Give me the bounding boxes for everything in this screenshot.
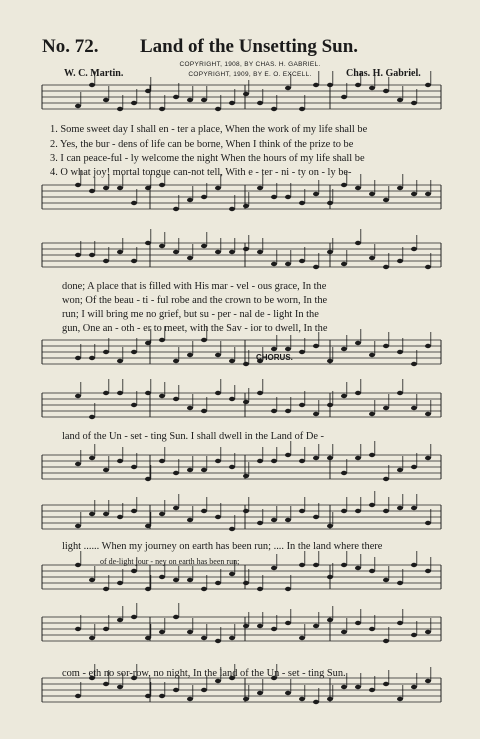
note-head (383, 89, 389, 93)
note-head (117, 459, 123, 463)
note-head (103, 468, 109, 472)
note-head (397, 98, 403, 102)
note-head (257, 250, 263, 254)
note-head (327, 83, 333, 87)
note-head (173, 578, 179, 582)
note-head (75, 183, 81, 187)
note-head (313, 412, 319, 416)
note-head (411, 247, 417, 251)
note-head (117, 186, 123, 190)
copyright-line-1: COPYRIGHT, 1908, BY CHAS. H. GABRIEL. (179, 61, 321, 68)
note-head (327, 403, 333, 407)
note-head (215, 186, 221, 190)
note-head (201, 195, 207, 199)
hymn-number: No. 72. (42, 36, 99, 57)
note-head (75, 462, 81, 466)
note-head (187, 256, 193, 260)
note-head (285, 621, 291, 625)
note-head (411, 192, 417, 196)
note-head (187, 406, 193, 410)
note-head (425, 456, 431, 460)
note-head (369, 412, 375, 416)
note-head (75, 394, 81, 398)
note-head (355, 509, 361, 513)
note-head (145, 391, 151, 395)
note-head (187, 198, 193, 202)
note-head (411, 465, 417, 469)
note-head (243, 247, 249, 251)
note-head (103, 391, 109, 395)
note-head (327, 524, 333, 528)
note-head (159, 630, 165, 634)
note-head (117, 391, 123, 395)
note-head (369, 688, 375, 692)
note-head (145, 694, 151, 698)
note-head (173, 207, 179, 211)
note-head (201, 587, 207, 591)
note-head (159, 575, 165, 579)
note-head (215, 639, 221, 643)
note-head (341, 394, 347, 398)
note-head (145, 241, 151, 245)
note-head (229, 101, 235, 105)
note-head (187, 578, 193, 582)
note-head (257, 691, 263, 695)
note-head (369, 86, 375, 90)
chorus-label: CHORUS. (256, 353, 293, 362)
note-head (159, 459, 165, 463)
note-head (75, 104, 81, 108)
note-head (383, 265, 389, 269)
note-head (411, 685, 417, 689)
note-head (187, 353, 193, 357)
note-head (89, 415, 95, 419)
note-head (117, 515, 123, 519)
note-head (341, 183, 347, 187)
note-head (103, 98, 109, 102)
note-head (383, 198, 389, 202)
note-head (411, 633, 417, 637)
note-head (159, 694, 165, 698)
note-head (243, 362, 249, 366)
note-head (341, 563, 347, 567)
note-head (243, 204, 249, 208)
note-head (341, 630, 347, 634)
note-head (257, 624, 263, 628)
note-head (159, 512, 165, 516)
note-head (243, 581, 249, 585)
note-head (131, 259, 137, 263)
note-head (229, 636, 235, 640)
note-head (341, 347, 347, 351)
note-head (145, 524, 151, 528)
note-head (285, 691, 291, 695)
system-4-alto-words: of de-light jour - ney on earth has been run; (100, 557, 240, 566)
note-head (131, 403, 137, 407)
note-head (397, 391, 403, 395)
note-head (145, 89, 151, 93)
note-head (285, 86, 291, 90)
note-head (355, 391, 361, 395)
note-head (411, 406, 417, 410)
note-head (201, 688, 207, 692)
note-head (285, 347, 291, 351)
note-head (271, 262, 277, 266)
note-head (425, 192, 431, 196)
note-head (89, 356, 95, 360)
note-head (257, 391, 263, 395)
note-head (313, 563, 319, 567)
note-head (89, 456, 95, 460)
note-head (201, 338, 207, 342)
note-head (187, 468, 193, 472)
note-head (201, 509, 207, 513)
note-head (117, 107, 123, 111)
note-head (271, 409, 277, 413)
note-head (313, 265, 319, 269)
note-head (327, 575, 333, 579)
note-head (89, 636, 95, 640)
note-head (173, 95, 179, 99)
note-head (215, 353, 221, 357)
note-head (173, 615, 179, 619)
verse-4-line-1: 4. O what joy! mortal tongue can-not tell, With e - ter - ni - ty on - ly be- (50, 167, 352, 178)
note-head (397, 259, 403, 263)
note-head (383, 344, 389, 348)
note-head (355, 685, 361, 689)
note-head (215, 459, 221, 463)
note-head (229, 207, 235, 211)
note-head (173, 250, 179, 254)
note-head (201, 244, 207, 248)
note-head (131, 201, 137, 205)
note-head (285, 195, 291, 199)
note-head (383, 477, 389, 481)
note-head (229, 465, 235, 469)
note-head (411, 563, 417, 567)
note-head (243, 92, 249, 96)
lyricist: W. C. Martin. (64, 68, 124, 79)
note-head (299, 509, 305, 513)
system-4-lyric: light ...... When my journey on earth has been run; .... In the land where there (62, 541, 383, 552)
note-head (285, 262, 291, 266)
note-head (173, 397, 179, 401)
note-head (187, 697, 193, 701)
note-head (75, 356, 81, 360)
note-head (411, 101, 417, 105)
note-head (159, 244, 165, 248)
note-head (299, 459, 305, 463)
note-head (257, 521, 263, 525)
note-head (173, 688, 179, 692)
note-head (271, 518, 277, 522)
note-head (383, 509, 389, 513)
note-head (299, 107, 305, 111)
note-head (369, 569, 375, 573)
note-head (271, 566, 277, 570)
note-head (425, 344, 431, 348)
note-head (383, 682, 389, 686)
note-head (75, 694, 81, 698)
note-head (411, 506, 417, 510)
note-head (397, 621, 403, 625)
verse-1-line-2: done; A place that is filled with His mar - vel - ous grace, In the (62, 281, 327, 292)
note-head (369, 503, 375, 507)
note-head (117, 618, 123, 622)
note-head (257, 587, 263, 591)
note-head (383, 578, 389, 582)
note-head (355, 186, 361, 190)
note-head (425, 569, 431, 573)
note-head (173, 506, 179, 510)
note-head (397, 186, 403, 190)
note-head (117, 250, 123, 254)
verse-3-line-1: 3. I can peace-ful - ly welcome the night When the hours of my life shall be (50, 153, 365, 164)
note-head (243, 697, 249, 701)
note-head (341, 509, 347, 513)
note-head (201, 468, 207, 472)
note-head (173, 471, 179, 475)
note-head (229, 572, 235, 576)
note-head (285, 409, 291, 413)
note-head (229, 527, 235, 531)
verse-2-line-2: won; Of the beau - ti - ful robe and the crown to be worn, In the (62, 295, 328, 306)
note-head (341, 262, 347, 266)
note-head (299, 403, 305, 407)
note-head (257, 101, 263, 105)
note-head (355, 341, 361, 345)
note-head (271, 459, 277, 463)
note-head (355, 241, 361, 245)
note-head (131, 509, 137, 513)
verse-2-line-1: 2. Yes, the bur - dens of life can be borne, When I think of the prize to be (50, 139, 354, 150)
note-head (299, 563, 305, 567)
note-head (397, 581, 403, 585)
verse-1-line-1: 1. Some sweet day I shall en - ter a place, When the work of my life shall be (50, 124, 368, 135)
note-head (341, 685, 347, 689)
note-head (271, 627, 277, 631)
note-head (271, 347, 277, 351)
note-head (299, 636, 305, 640)
note-head (145, 341, 151, 345)
note-head (327, 618, 333, 622)
note-head (425, 83, 431, 87)
note-head (103, 186, 109, 190)
note-head (285, 587, 291, 591)
note-head (215, 250, 221, 254)
note-heads (75, 71, 431, 704)
note-head (229, 250, 235, 254)
note-head (187, 630, 193, 634)
note-head (103, 350, 109, 354)
note-head (131, 615, 137, 619)
note-head (327, 697, 333, 701)
note-head (257, 186, 263, 190)
note-head (89, 189, 95, 193)
note-head (355, 83, 361, 87)
note-head (215, 581, 221, 585)
note-head (271, 107, 277, 111)
note-head (131, 569, 137, 573)
note-head (257, 459, 263, 463)
note-head (397, 506, 403, 510)
note-head (159, 338, 165, 342)
note-head (131, 101, 137, 105)
hymn-title: Land of the Unsetting Sun. (140, 36, 359, 57)
copyright-line-2: COPYRIGHT, 1909, BY E. O. EXCELL. (188, 71, 312, 78)
note-head (215, 515, 221, 519)
note-head (369, 627, 375, 631)
note-head (215, 107, 221, 111)
note-head (313, 700, 319, 704)
note-head (243, 400, 249, 404)
note-head (145, 477, 151, 481)
note-head (369, 256, 375, 260)
note-head (313, 624, 319, 628)
note-head (201, 409, 207, 413)
note-head (159, 107, 165, 111)
note-head (369, 453, 375, 457)
note-head (355, 566, 361, 570)
note-head (313, 456, 319, 460)
note-head (187, 518, 193, 522)
note-head (299, 259, 305, 263)
note-head (369, 353, 375, 357)
verse-4-line-2: gun, One an - oth - er to meet, with the Sav - ior to dwell, In the (62, 323, 328, 334)
note-head (103, 587, 109, 591)
note-head (159, 394, 165, 398)
note-head (299, 350, 305, 354)
note-head (75, 627, 81, 631)
note-head (103, 259, 109, 263)
note-head (145, 636, 151, 640)
note-head (117, 359, 123, 363)
note-head (103, 627, 109, 631)
note-head (131, 465, 137, 469)
note-head (327, 456, 333, 460)
note-head (243, 474, 249, 478)
note-head (383, 406, 389, 410)
note-head (299, 697, 305, 701)
note-head (117, 685, 123, 689)
note-head (397, 468, 403, 472)
note-head (285, 518, 291, 522)
note-head (327, 250, 333, 254)
note-head (285, 453, 291, 457)
note-head (355, 621, 361, 625)
note-head (271, 195, 277, 199)
note-head (75, 524, 81, 528)
note-head (313, 344, 319, 348)
note-head (425, 412, 431, 416)
note-head (425, 679, 431, 683)
note-head (369, 192, 375, 196)
note-head (341, 95, 347, 99)
note-head (313, 192, 319, 196)
note-head (397, 350, 403, 354)
note-head (229, 397, 235, 401)
note-head (313, 515, 319, 519)
note-head (425, 630, 431, 634)
note-head (383, 639, 389, 643)
note-head (89, 83, 95, 87)
note-head (103, 682, 109, 686)
note-head (145, 186, 151, 190)
note-head (215, 391, 221, 395)
note-head (75, 563, 81, 567)
system-3-lyric: land of the Un - set - ting Sun. I shall dwell in the Land of De - (62, 431, 325, 442)
note-head (327, 201, 333, 205)
note-head (103, 512, 109, 516)
note-head (341, 471, 347, 475)
note-head (425, 521, 431, 525)
note-head (355, 456, 361, 460)
note-head (75, 253, 81, 257)
note-head (425, 265, 431, 269)
note-head (89, 578, 95, 582)
note-head (89, 512, 95, 516)
note-head (229, 359, 235, 363)
note-head (397, 697, 403, 701)
note-head (89, 253, 95, 257)
note-head (215, 679, 221, 683)
note-head (327, 359, 333, 363)
note-head (201, 636, 207, 640)
note-head (313, 83, 319, 87)
note-head (187, 98, 193, 102)
note-head (145, 587, 151, 591)
system-5-lyric: com - eth no sor-row, no night, In the land of the Un - set - ting Sun. (62, 668, 346, 679)
note-head (117, 581, 123, 585)
note-head (411, 362, 417, 366)
composer: Chas. H. Gabriel. (346, 68, 421, 79)
note-head (299, 201, 305, 205)
note-head (173, 359, 179, 363)
note-head (243, 624, 249, 628)
note-head (201, 98, 207, 102)
note-head (243, 509, 249, 513)
verse-3-line-2: run; I will bring me no grief, but su - per - nal de - light In the (62, 309, 319, 320)
note-head (131, 350, 137, 354)
note-head (159, 183, 165, 187)
